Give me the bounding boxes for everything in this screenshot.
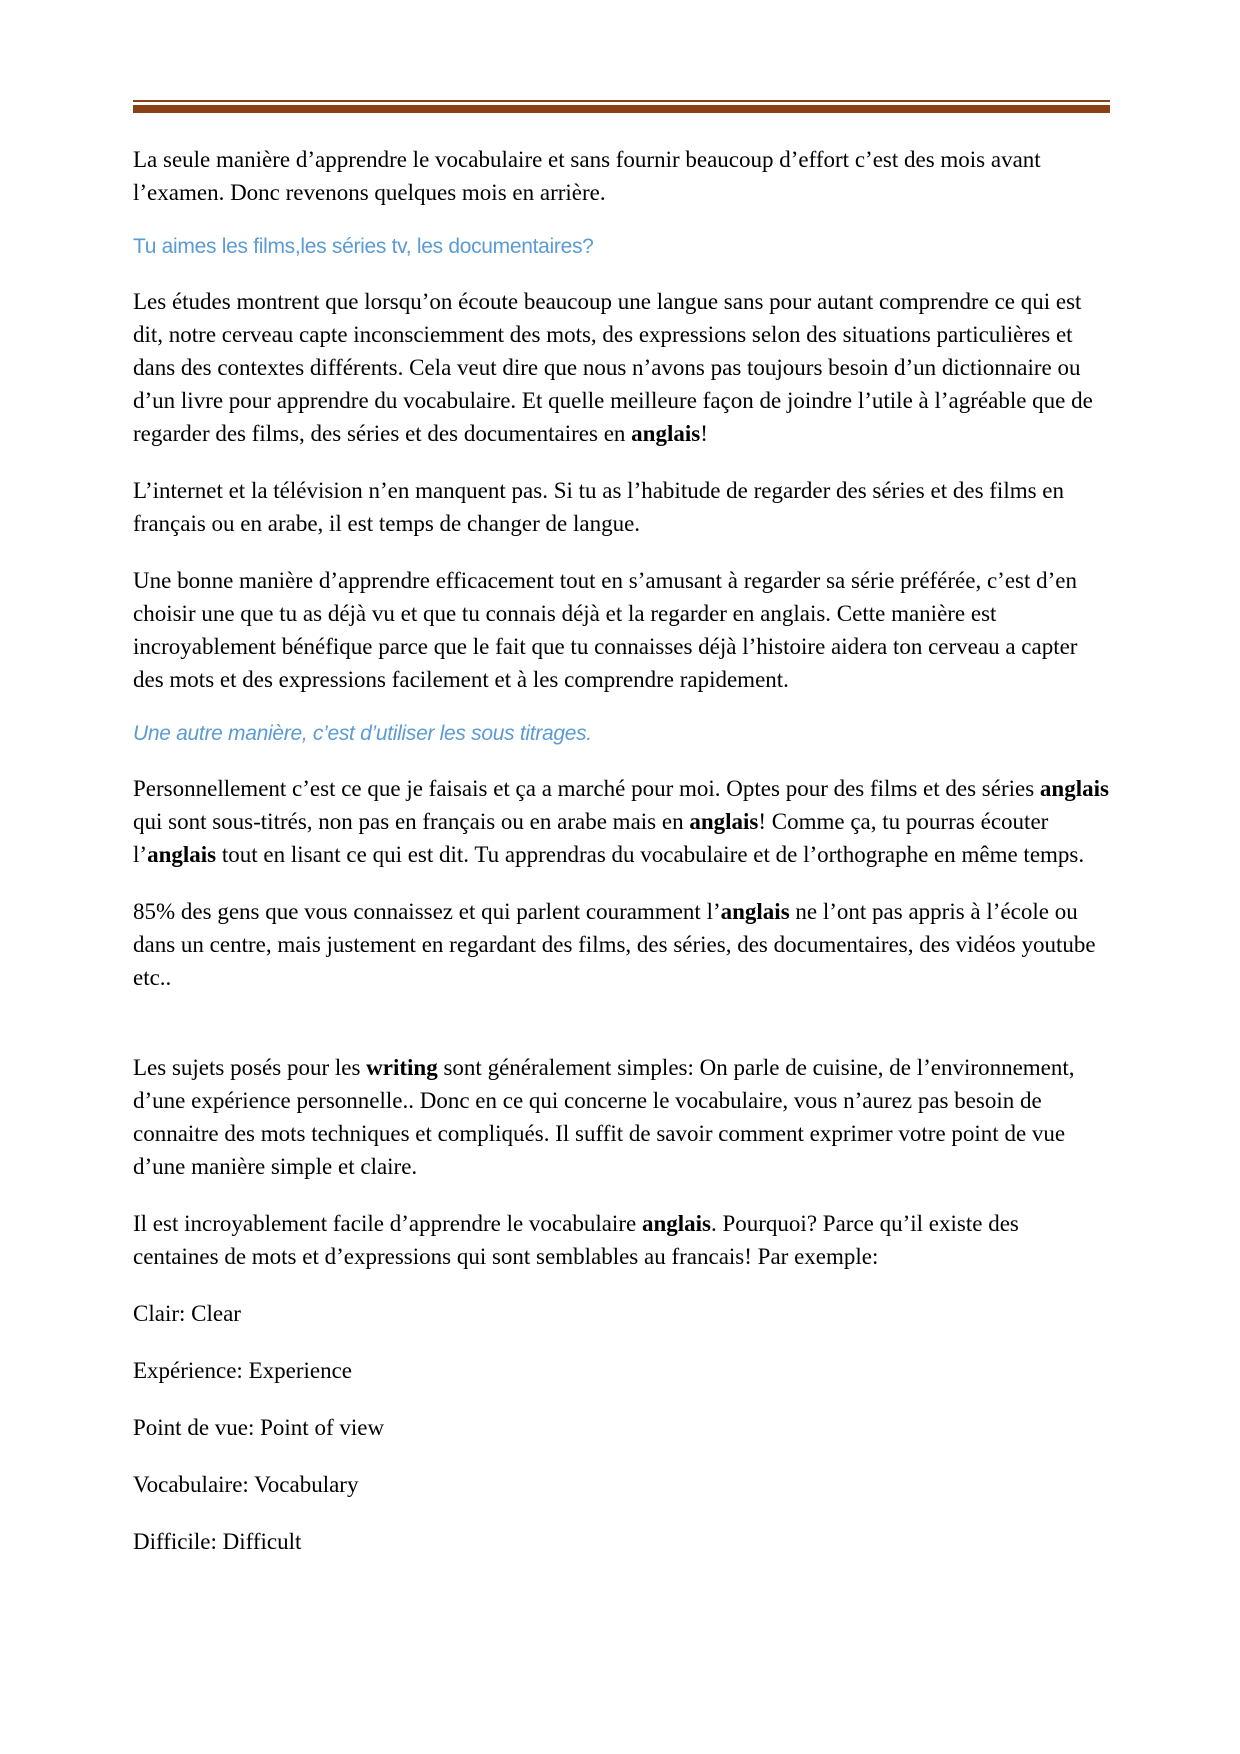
paragraph-85-percent: [133, 895, 1110, 994]
paragraph-internet-tv: [133, 474, 1110, 540]
text-run: ne l’ont pas appris à l’école ou dans un centre, mais justement en regardant des films, des séries, des documentaires, des vidéos youtube etc..: [133, 899, 1096, 990]
bold-text-run: anglais: [631, 421, 701, 446]
intro-paragraph: [133, 143, 1110, 209]
text-run: . Pourquoi? Parce qu’il existe des centaines de mots et d’expressions qui sont semblables au francais! Par exemple:: [133, 1211, 1019, 1269]
bold-text-run: anglais: [147, 842, 217, 867]
bold-text-run: anglais: [689, 809, 759, 834]
text-run: Il est incroyablement facile d’apprendre le vocabulaire: [133, 1211, 642, 1236]
text-run: La seule manière d’apprendre le vocabulaire et sans fournir beaucoup d’effort c’est des mois avant l’examen. Donc revenons quelques mois en arrière.: [133, 147, 1041, 205]
paragraph-similar-words: [133, 1207, 1110, 1273]
text-run: Point de vue: Point of view: [133, 1415, 385, 1440]
word-pair-vocabulaire: [133, 1468, 1110, 1501]
document-content: [133, 143, 1110, 1558]
bold-text-run: anglais: [641, 1211, 711, 1236]
text-run: L’internet et la télévision n’en manquent pas. Si tu as l’habitude de regarder des séries et des films en français ou en arabe, il est temps de changer de langue.: [133, 478, 1065, 536]
text-run: Expérience: Experience: [133, 1358, 353, 1383]
text-run: !: [700, 421, 708, 446]
paragraph-good-method: [133, 564, 1110, 696]
text-run: sont généralement simples: On parle de cuisine, de l’environnement, d’une expérience personnelle.. Donc en ce qui concerne le vocabulaire, vous n’aurez pas besoin de connaitre des mots techniques et compliqués. Il suffit de savoir comment exprimer votre point de vue d’une manière simple et claire.: [133, 1055, 1075, 1179]
text-run: Les sujets posés pour les: [133, 1055, 367, 1080]
heading-films-series: Tu aimes les films,les séries tv, les documentaires?: [133, 235, 594, 258]
heading-subtitles: Une autre manière, c’est d’utiliser les sous titrages.: [133, 722, 592, 745]
divider-thin-line: [133, 100, 1110, 102]
word-pair-difficile: [133, 1525, 1110, 1558]
paragraph-personal-experience: [133, 772, 1110, 871]
bold-text-run: writing: [366, 1055, 438, 1080]
word-pair-experience: [133, 1354, 1110, 1387]
bold-text-run: anglais: [1039, 776, 1109, 801]
paragraph-studies: [133, 285, 1110, 450]
text-run: Une bonne manière d’apprendre efficacement tout en s’amusant à regarder sa série préférée, c’est d’en choisir une que tu as déjà vu et que tu connais déjà et la regarder en anglais. Cette manière est incroyablement bénéfique parce que le fait que tu connaisses déjà l’histoire aidera ton cerveau a capter des mots et des expressions facilement et à les comprendre rapidement.: [133, 568, 1078, 692]
page-top-divider: [133, 100, 1110, 113]
blank-line-spacer: [133, 1018, 1110, 1051]
text-run: qui sont sous-titrés, non pas en français ou en arabe mais en: [133, 809, 690, 834]
text-run: Les études montrent que lorsqu’on écoute beaucoup une langue sans pour autant comprendre ce qui est dit, notre cerveau capte inconsciemment des mots, des expressions selon des situations particulières et dans des contextes différents. Cela veut dire que nous n’avons pas toujours besoin d’un dictionnaire ou d’un livre pour apprendre du vocabulaire. Et quelle meilleure façon de joindre l’utile à l’agréable que de regarder des films, des séries et des documentaires en: [133, 289, 1093, 446]
text-run: Personnellement c’est ce que je faisais et ça a marché pour moi. Optes pour des films et des séries: [133, 776, 1040, 801]
text-run: Vocabulaire: Vocabulary: [133, 1472, 359, 1497]
text-run: tout en lisant ce qui est dit. Tu apprendras du vocabulaire et de l’orthographe en même temps.: [216, 842, 1085, 867]
word-pair-point-de-vue: [133, 1411, 1110, 1444]
divider-thick-line: [133, 105, 1110, 113]
text-run: Difficile: Difficult: [133, 1529, 302, 1554]
word-pair-clair: [133, 1297, 1110, 1330]
paragraph-writing-topics: [133, 1051, 1110, 1183]
text-run: Clair: Clear: [133, 1301, 241, 1326]
bold-text-run: anglais: [720, 899, 790, 924]
text-run: ! Comme ça, tu pourras écouter l’: [133, 809, 1049, 867]
text-run: 85% des gens que vous connaissez et qui parlent couramment l’: [133, 899, 721, 924]
